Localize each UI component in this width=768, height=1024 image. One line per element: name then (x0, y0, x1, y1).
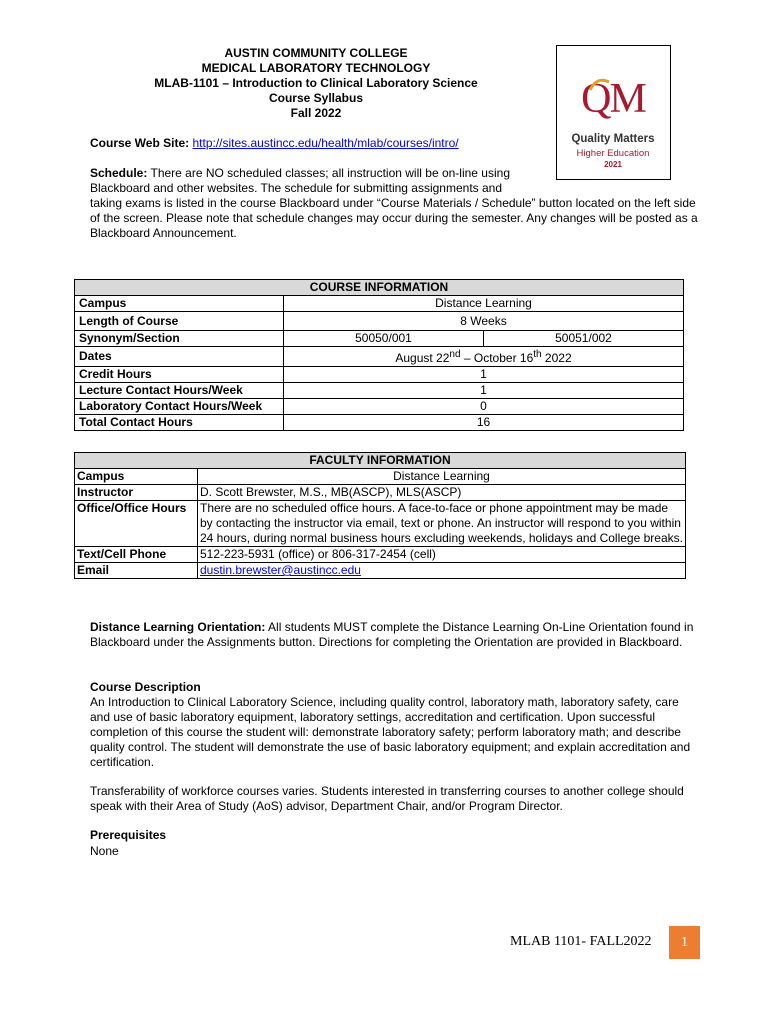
total-hours-label: Total Contact Hours (75, 415, 284, 431)
synonym-1-value: 50050/001 (284, 331, 484, 347)
course-website (90, 136, 459, 151)
instructor-value: D. Scott Brewster, M.S., MB(ASCP), MLS(ASCP) (198, 485, 686, 501)
course-information-table (74, 279, 684, 431)
document-header (90, 46, 542, 121)
dates-start-sup: nd (449, 349, 461, 360)
credit-hours-label: Credit Hours (75, 367, 284, 383)
phone-label: Text/Cell Phone (75, 547, 198, 563)
qm-year: 2021 (604, 160, 622, 169)
document-type: Course Syllabus (268, 91, 364, 105)
schedule-text-b: taking exams is listed in the course Blackboard under “Course Materials / Schedule” button located on the left side of the screen. Please note that schedule changes may occur during the semester. Any changes will be posted as a Blackboard Announcement. (90, 196, 698, 240)
dates-year: 2022 (541, 351, 572, 365)
lab-hours-value: 0 (284, 399, 684, 415)
length-label: Length of Course (75, 312, 284, 331)
dates-start: August 22 (395, 351, 450, 365)
dates-sep: – October 16 (460, 351, 534, 365)
schedule-label: Schedule: (90, 166, 148, 180)
transferability-text: Transferability of workforce courses varies. Students interested in transferring courses to another college should speak with their Area of Study (AoS) advisor, Department Chair, and/or Program Director. (90, 784, 684, 813)
course-description-text: An Introduction to Clinical Laboratory Science, including quality control, laboratory math, laboratory safety, care and use of basic laboratory equipment, laboratory settings, accreditation and certification. Upon successful completion of this course the student will: demonstrate laboratory safety; perform laboratory math; and describe quality control. The student will demonstrate the use of basic laboratory equipment; and explain accreditation and certification. (90, 695, 691, 769)
schedule-paragraph (90, 166, 540, 196)
email-link[interactable]: dustin.brewster@austincc.edu (200, 563, 361, 577)
page-number: 1 (681, 934, 688, 950)
website-label: Course Web Site: (90, 136, 190, 150)
credit-hours-value: 1 (284, 367, 684, 383)
college-name: AUSTIN COMMUNITY COLLEGE (224, 46, 408, 60)
campus-value: Distance Learning (284, 296, 684, 312)
page-number-box (669, 926, 700, 959)
email-label: Email (75, 563, 198, 579)
qm-line2: Higher Education (576, 148, 650, 159)
instructor-label: Instructor (75, 485, 198, 501)
course-info-title: COURSE INFORMATION (75, 280, 684, 296)
prerequisites-heading: Prerequisites (90, 828, 167, 842)
synonym-label: Synonym/Section (75, 331, 284, 347)
course-description-heading: Course Description (90, 680, 201, 694)
website-link[interactable]: http://sites.austincc.edu/health/mlab/courses/intro/ (192, 136, 459, 150)
term: Fall 2022 (290, 106, 342, 120)
course-title: MLAB-1101 – Introduction to Clinical Laboratory Science (154, 76, 478, 90)
total-hours-value: 16 (284, 415, 684, 431)
dates-end-sup: th (533, 349, 542, 360)
footer-course-label: MLAB 1101- FALL2022 (510, 934, 652, 949)
email-cell (198, 563, 686, 579)
orientation-label: Distance Learning Orientation: (90, 620, 266, 634)
length-value: 8 Weeks (284, 312, 684, 331)
office-hours-label: Office/Office Hours (75, 501, 198, 547)
campus-label: Campus (75, 296, 284, 312)
qm-line1: Quality Matters (571, 133, 655, 145)
faculty-info-title: FACULTY INFORMATION (75, 453, 686, 469)
lab-hours-label: Laboratory Contact Hours/Week (75, 399, 284, 415)
orientation-paragraph (90, 620, 695, 650)
faculty-information-table (74, 452, 686, 579)
prerequisites-text: None (90, 844, 119, 858)
lecture-hours-value: 1 (284, 383, 684, 399)
faculty-campus-label: Campus (75, 469, 198, 485)
department-name: MEDICAL LABORATORY TECHNOLOGY (201, 61, 431, 75)
qm-mark: QM (581, 76, 645, 122)
office-hours-value: There are no scheduled office hours. A face-to-face or phone appointment may be made by contacting the instructor via email, text or phone. An instructor will respond to you within 24 hours, during normal business hours excluding weekends, holidays and College breaks. (198, 501, 686, 547)
dates-value (284, 347, 684, 367)
quality-matters-logo (556, 45, 671, 180)
schedule-text-a: There are NO scheduled classes; all instruction will be on-line using Blackboard and other websites. The schedule for submitting assignments and (90, 166, 510, 195)
synonym-2-value: 50051/002 (483, 331, 683, 347)
faculty-campus-value: Distance Learning (198, 469, 686, 485)
dates-label: Dates (75, 347, 284, 367)
phone-value: 512-223-5931 (office) or 806-317-2454 (cell) (198, 547, 686, 563)
orientation-text: All students MUST complete the Distance Learning On-Line Orientation found in Blackboard under the Assignments button. Directions for completing the Orientation are provided in Blackboard. (90, 620, 694, 649)
lecture-hours-label: Lecture Contact Hours/Week (75, 383, 284, 399)
